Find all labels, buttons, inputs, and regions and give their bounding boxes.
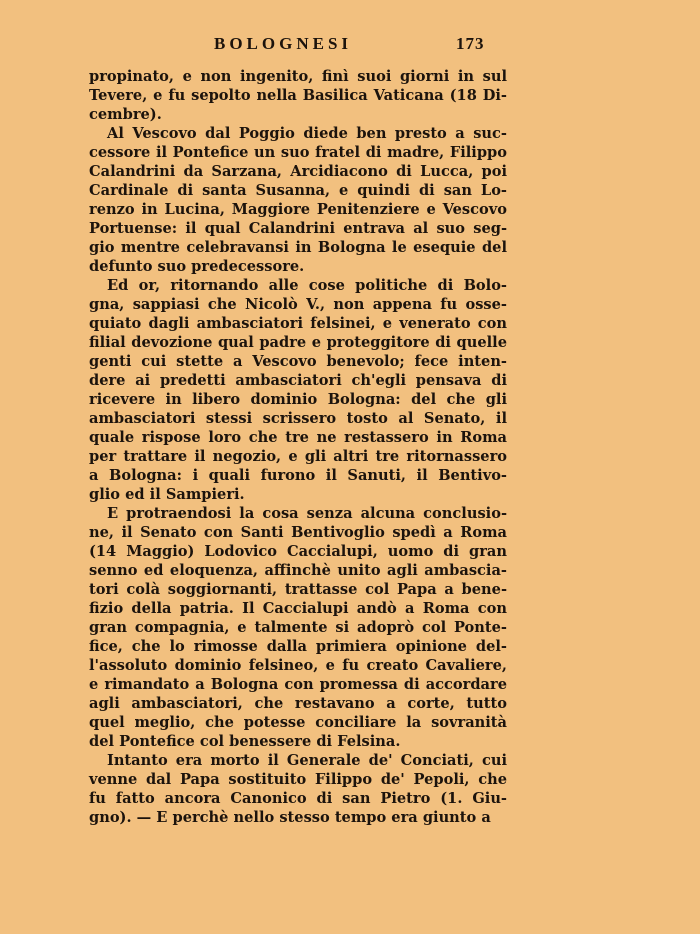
text-line: senno ed eloquenza, affinchè unito agli ambascia- (89, 562, 507, 579)
text-line: propinato, e non ingenito, finì suoi giorni in sul (89, 68, 507, 85)
text-line: genti cui stette a Vescovo benevolo; fece inten- (89, 353, 507, 370)
paragraph (89, 504, 507, 751)
running-head: BOLOGNESI (214, 34, 353, 53)
text-line: del Pontefice col benessere di Felsina. (89, 733, 401, 750)
text-line: glio ed il Sampieri. (89, 486, 245, 503)
text-line: defunto suo predecessore. (89, 258, 305, 275)
text-line: ambasciatori stessi scrissero tosto al Senato, il (89, 410, 507, 427)
page-header (0, 34, 700, 58)
text-line: venne dal Papa sostituito Filippo de' Pepoli, che (89, 771, 507, 788)
text-line: agli ambasciatori, che restavano a corte, tutto (89, 695, 507, 712)
text-line: cessore il Pontefice un suo fratel di madre, Filippo (89, 144, 507, 161)
text-line: gna, sappiasi che Nicolò V., non appena fu osse- (89, 296, 507, 313)
text-line: E protraendosi la cosa senza alcuna conclusio- (107, 505, 507, 522)
text-line: renzo in Lucina, Maggiore Penitenziere e Vescovo (89, 201, 507, 218)
text-line: l'assoluto dominio felsineo, e fu creato Cavaliere, (89, 657, 507, 674)
page-number: 173 (456, 34, 485, 53)
text-line: Portuense: il qual Calandrini entrava al suo seg- (89, 220, 507, 237)
text-line: gran compagnia, e talmente si adoprò col Ponte- (89, 619, 507, 636)
text-line: Ed or, ritornando alle cose politiche di Bolo- (107, 277, 507, 294)
text-line: Al Vescovo dal Poggio diede ben presto a suc- (107, 125, 507, 142)
text-line: quale rispose loro che tre ne restassero in Roma (89, 429, 507, 446)
text-line: dere ai predetti ambasciatori ch'egli pensava di (89, 372, 507, 389)
paragraph (89, 124, 507, 276)
text-line: Tevere, e fu sepolto nella Basilica Vaticana (18 Di- (89, 87, 507, 104)
text-line: ne, il Senato con Santi Bentivoglio spedì a Roma (89, 524, 507, 541)
text-line: e rimandato a Bologna con promessa di accordare (89, 676, 507, 693)
text-line: gno). — E perchè nello stesso tempo era giunto a (89, 809, 491, 826)
text-line: Calandrini da Sarzana, Arcidiacono di Lucca, poi (89, 163, 507, 180)
paragraph (89, 276, 507, 504)
text-line: Intanto era morto il Generale de' Conciati, cui (107, 752, 507, 769)
text-line: Cardinale di santa Susanna, e quindi di san Lo- (89, 182, 507, 199)
text-line: per trattare il negozio, e gli altri tre ritornassero (89, 448, 507, 465)
text-line: (14 Maggio) Lodovico Caccialupi, uomo di gran (89, 543, 507, 560)
paragraph (89, 67, 507, 124)
text-line: quel meglio, che potesse conciliare la sovranità (89, 714, 507, 731)
text-line: fice, che lo rimosse dalla primiera opinione del- (89, 638, 507, 655)
text-line: ricevere in libero dominio Bologna: del che gli (89, 391, 507, 408)
text-line: tori colà soggiornanti, trattasse col Papa a bene- (89, 581, 507, 598)
text-line: fizio della patria. Il Caccialupi andò a Roma con (89, 600, 507, 617)
text-line: gio mentre celebravansi in Bologna le esequie del (89, 239, 507, 256)
paragraph (89, 751, 507, 827)
text-line: quiato dagli ambasciatori felsinei, e venerato con (89, 315, 507, 332)
text-line: a Bologna: i quali furono il Sanuti, il Bentivo- (89, 467, 507, 484)
text-line: fu fatto ancora Canonico di san Pietro (1. Giu- (89, 790, 507, 807)
text-line: cembre). (89, 106, 162, 123)
text-line: filial devozione qual padre e proteggitore di quelle (89, 334, 507, 351)
body-text (89, 67, 507, 827)
